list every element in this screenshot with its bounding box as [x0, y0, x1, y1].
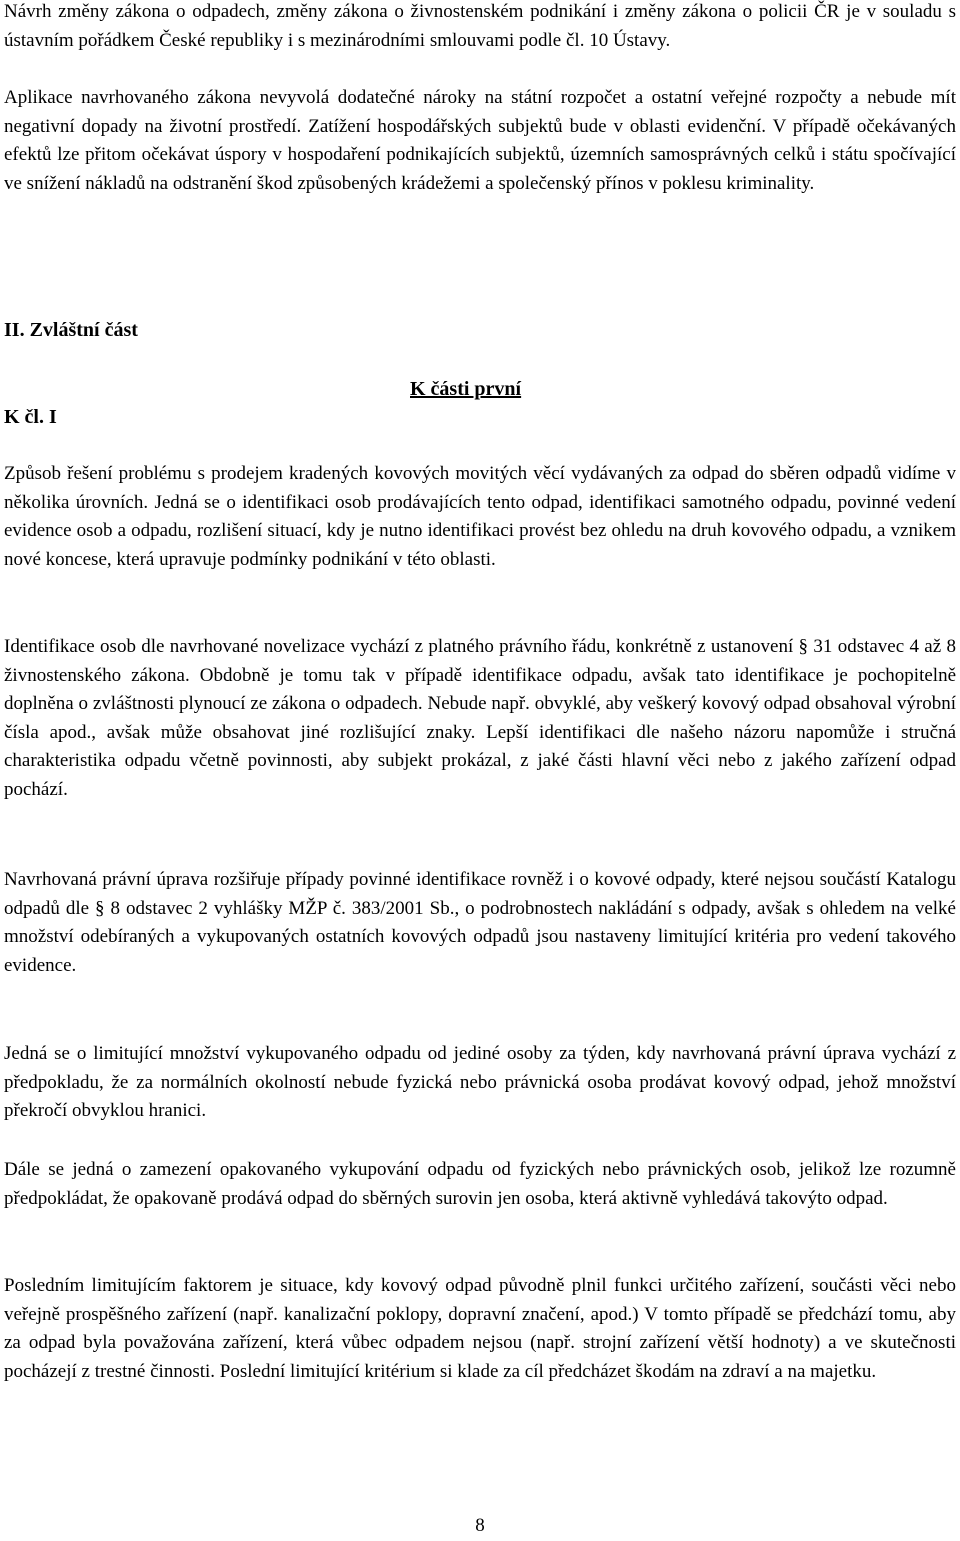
- paragraph-solution: Způsob řešení problému s prodejem kradených kovových movitých věcí vydávaných za odpad do sběren odpadů vidíme v několika úrovních. Jedná se o identifikaci osob prodávajících tento odpad, identifikaci samotného odpadu, povinné vedení evidence osob a odpadu, rozlišení situací, kdy je nutno identifikaci provést bez ohledu na druh kovového odpadu, a vznikem nové koncese, která upravuje podmínky podnikání v této oblasti.: [4, 463, 956, 570]
- paragraph-last-factor: Posledním limitujícím faktorem je situace, kdy kovový odpad původně plnil funkci určitého zařízení, součásti věci nebo veřejně prospěšného zařízení (např. kanalizační poklopy, dopravní značení, apod.) V tomto případě se předchází tomu, aby za odpad byla považována zařízení, která vůbec odpadem nejsou (např. strojní zařízení větší hodnoty) a ve skutečnosti pocházejí z trestné činnosti. Poslední limitující kritérium si klade za cíl předcházet škodám na zdraví a na majetku.: [4, 1275, 956, 1382]
- part-heading: K části první: [410, 378, 522, 400]
- page-number: 8: [475, 1515, 485, 1536]
- section-heading: II. Zvláštní část: [4, 319, 138, 341]
- article-heading: K čl. I: [4, 406, 57, 428]
- paragraph-scope: Navrhovaná právní úprava rozšiřuje případy povinné identifikace rovněž i o kovové odpady, které nejsou součástí Katalogu odpadů dle § 8 odstavec 2 vyhlášky MŽP č. 383/2001 Sb., o podrobnostech nakládání s odpady, avšak s ohledem na velké množství odebíraných a vykupovaných ostatních kovových odpadů jsou nastaveny limitující kritéria pro vedení takového evidence.: [4, 869, 956, 976]
- paragraph-quantity-limit: Jedná se o limitující množství vykupovaného odpadu od jediné osoby za týden, kdy navrhovaná právní úprava vychází z předpokladu, že za normálních okolností nebude fyzická nebo právnická osoba prodávat kovový odpad, jehož množství překročí obvyklou hranici.: [4, 1043, 956, 1122]
- paragraph-identification: Identifikace osob dle navrhované novelizace vychází z platného právního řádu, konkrétně z ustanovení § 31 odstavec 4 až 8 živnostenského zákona. Obdobně je tomu tak v případě identifikace odpadu, avšak tato identifikace je pochopitelně doplněna o zvláštnosti plynoucí ze zákona o odpadech. Nebude např. obvyklé, aby veškerý kovový odpad obsahoval výrobní čísla apod., avšak může obsahovat jiné rozlišující znaky. Lepší identifikaci dle našeho názoru napomůže i stručná charakteristika odpadu včetně povinnosti, aby subjekt prokázal, z jaké části hlavní věci nebo z jakého zařízení odpad pochází.: [4, 636, 956, 800]
- intro-paragraph-budget: Aplikace navrhovaného zákona nevyvolá dodatečné nároky na státní rozpočet a ostatní veřejné rozpočty a nebude mít negativní dopady na životní prostředí. Zatížení hospodářských subjektů bude v oblasti evidenční. V případě očekávaných efektů lze přitom očekávat úspory v hospodaření podnikajících subjektů, územních samosprávných celků i státu spočívající ve snížení nákladů na odstranění škod způsobených krádežemi a společenský přínos v poklesu kriminality.: [4, 87, 956, 194]
- intro-paragraph-constitution: Návrh změny zákona o odpadech, změny zákona o živnostenském podnikání i změny zákona o policii ČR je v souladu s ústavním pořádkem České republiky i s mezinárodními smlouvami podle čl. 10 Ústavy.: [4, 1, 956, 51]
- paragraph-repeated-purchase: Dále se jedná o zamezení opakovaného vykupování odpadu od fyzických nebo právnických osob, jelikož lze rozumně předpokládat, že opakovaně prodává odpad do sběrných surovin jen osoba, která aktivně vyhledává takovýto odpad.: [4, 1159, 956, 1209]
